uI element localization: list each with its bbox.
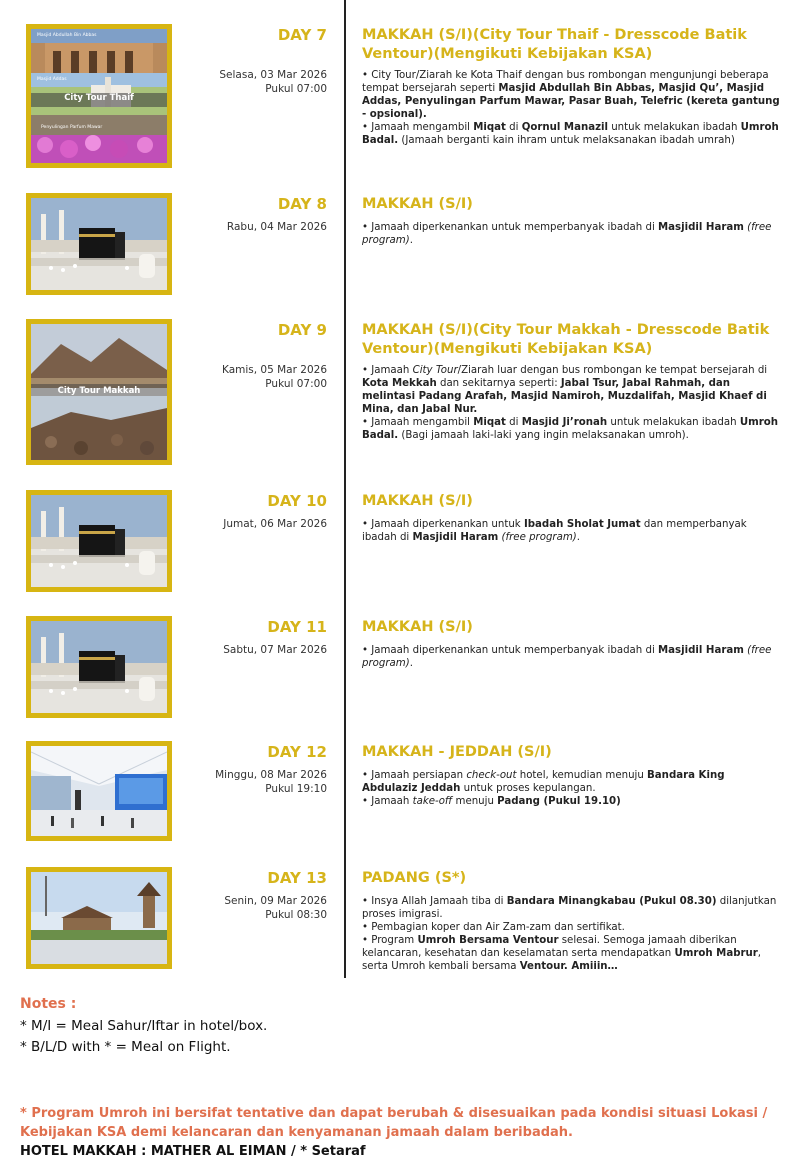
timeline-divider (344, 0, 346, 978)
day-label: DAY 13 (267, 869, 327, 887)
day-label: DAY 10 (267, 492, 327, 510)
day-label: DAY 9 (277, 321, 327, 339)
kaaba-image (31, 495, 167, 587)
day-description (362, 69, 780, 147)
day-photo-kaaba (26, 616, 172, 718)
day-label: DAY 7 (277, 26, 327, 44)
day-photo-airport-jeddah (26, 741, 172, 841)
description-paragraph: • Insya Allah Jamaah tiba di Bandara Minangkabau (Pukul 08.30) dilanjutkan proses imigrasi. (362, 896, 777, 920)
day-date (215, 768, 327, 796)
photo-label-abdullah: Masjid Abdullah Bin Abbas (37, 33, 97, 38)
day-photo-makkah-tour (26, 319, 172, 465)
description-paragraph: • Jamaah mengambil Miqat di Masjid Ji’ronah untuk melakukan ibadah Umroh Badal. (Bagi jamaah laki-laki yang ingin melaksanakan umroh). (362, 417, 778, 441)
description-paragraph: • Pembagian koper dan Air Zam-zam dan sertifikat. (362, 922, 625, 933)
day-photo-padang (26, 867, 172, 969)
day-label: DAY 12 (267, 743, 327, 761)
day-title: MAKKAH (S/I) (362, 619, 473, 635)
day-label: DAY 8 (277, 195, 327, 213)
tentative-disclaimer: * Program Umroh ini bersifat tentative dan dapat berubah & disesuaikan pada kondisi situasi Lokasi / Kebijakan KSA demi kelancaran dan kenyamanan jamaah dalam beribadah. (20, 1106, 768, 1140)
day-description (362, 895, 780, 973)
description-paragraph: • Jamaah take-off menuju Padang (Pukul 19.10) (362, 796, 621, 807)
hotel-makkah-info: HOTEL MAKKAH : MATHER AL EIMAN / * Setaraf (20, 1144, 366, 1159)
day-description (362, 644, 780, 670)
day-time-text: Pukul 08:30 (265, 909, 327, 921)
footer-section (20, 1104, 782, 1161)
day-time-text: Pukul 07:00 (265, 378, 327, 390)
description-paragraph: • Jamaah persiapan check-out hotel, kemudian menuju Bandara King Abdulaziz Jeddah untuk proses kepulangan. (362, 770, 725, 794)
description-paragraph: • Jamaah City Tour/Ziarah luar dengan bus rombongan ke tempat bersejarah di Kota Mekkah dan sekitarnya seperti: Jabal Tsur, Jabal Rahmah, dan melintasi Padang Arafah, Masjid Namiroh, Muzdalifah, Masjid Khaef di Mina, dan Jabal Nur. (362, 365, 768, 415)
photo-caption-makkah: City Tour Makkah (57, 386, 141, 396)
description-paragraph: • City Tour/Ziarah ke Kota Thaif dengan bus rombongan mengunjungi beberapa tempat bersejarah seperti Masjid Abdullah Bin Abbas, Masjid Qu’, Masjid Addas, Penyulingan Parfum Mawar, Pasar Buah, Telefric (kereta gantung - opsional). (362, 70, 780, 120)
kaaba-image (31, 621, 167, 713)
day-date (223, 517, 327, 531)
day-date-text: Jumat, 06 Mar 2026 (223, 518, 327, 530)
day-title: MAKKAH - JEDDAH (S/I) (362, 744, 552, 760)
day-title: PADANG (S*) (362, 870, 467, 886)
notes-line-meal: * M/I = Meal Sahur/Iftar in hotel/box. (20, 1018, 268, 1034)
description-paragraph: • Program Umroh Bersama Ventour selesai. Semoga jamaah diberikan kelancaran, kesehatan dan keselamatan serta mendapatkan Umroh Mabrur, serta Umroh kembali bersama Ventour. Amiiin… (362, 935, 762, 972)
day-title: MAKKAH (S/I)(City Tour Thaif - Dresscode Batik Ventour)(Mengikuti Kebijakan KSA) (362, 27, 747, 62)
day-date (222, 363, 327, 391)
day-date (223, 643, 327, 657)
day-date (224, 894, 327, 922)
padang-airport-image (31, 872, 167, 964)
day-photo-thaif (26, 24, 172, 168)
day-title: MAKKAH (S/I)(City Tour Makkah - Dresscode Batik Ventour)(Mengikuti Kebijakan KSA) (362, 322, 770, 357)
day-photo-kaaba (26, 490, 172, 592)
day-time-text: Pukul 19:10 (265, 783, 327, 795)
airport-terminal-image (31, 746, 167, 836)
day-title: MAKKAH (S/I) (362, 196, 473, 212)
day-label: DAY 11 (267, 618, 327, 636)
day-title: MAKKAH (S/I) (362, 493, 473, 509)
day-date-text: Senin, 09 Mar 2026 (224, 895, 327, 907)
day-time-text: Pukul 07:00 (265, 83, 327, 95)
description-paragraph: • Jamaah diperkenankan untuk memperbanyak ibadah di Masjidil Haram (free program). (362, 645, 772, 669)
description-paragraph: • Jamaah diperkenankan untuk Ibadah Sholat Jumat dan memperbanyak ibadah di Masjidil Haram (free program). (362, 519, 747, 543)
description-paragraph: • Jamaah diperkenankan untuk memperbanyak ibadah di Masjidil Haram (free program). (362, 222, 772, 246)
day-date-text: Rabu, 04 Mar 2026 (226, 221, 327, 233)
notes-section (20, 996, 780, 1058)
day-description (362, 221, 780, 247)
day-date-text: Minggu, 08 Mar 2026 (215, 769, 327, 781)
kaaba-image (31, 198, 167, 290)
day-date (219, 68, 327, 96)
day-date (227, 220, 327, 234)
photo-label-addas: Masjid Addas (37, 77, 67, 82)
day-description (362, 769, 780, 808)
day-photo-kaaba (26, 193, 172, 295)
notes-line-flight: * B/L/D with * = Meal on Flight. (20, 1039, 231, 1055)
day-description (362, 518, 780, 544)
day-date-text: Sabtu, 07 Mar 2026 (223, 644, 327, 656)
day-description (362, 364, 780, 442)
day-date-text: Kamis, 05 Mar 2026 (222, 364, 327, 376)
description-paragraph: • Jamaah mengambil Miqat di Qornul Manazil untuk melakukan ibadah Umroh Badal. (Jamaah berganti kain ihram untuk melaksanakan ibadah umrah) (362, 122, 779, 146)
notes-title: Notes : (20, 996, 77, 1012)
photo-label-parfum: Penyulingan Parfum Mawar (41, 125, 103, 130)
photo-caption-thaif: City Tour Thaif (64, 93, 134, 103)
day-date-text: Selasa, 03 Mar 2026 (219, 69, 327, 81)
